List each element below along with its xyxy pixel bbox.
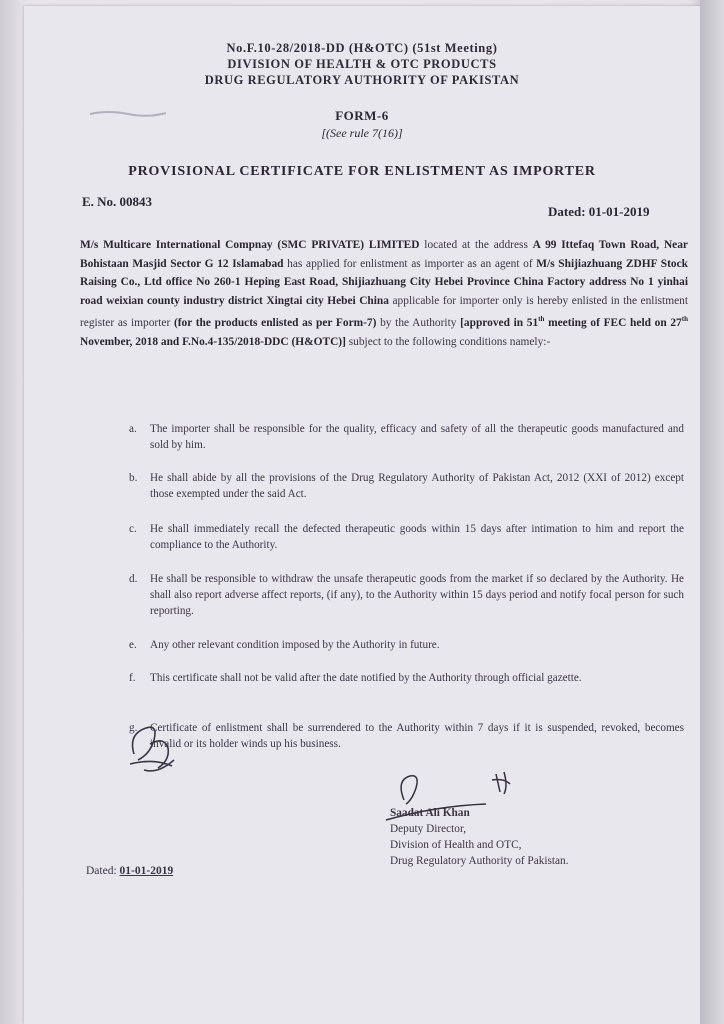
condition-item: a. The importer shall be responsible for the quality, efficacy and safety of all the therapeutic goods manufactured and sold by him. <box>129 423 684 451</box>
reference-number: No.F.10-28/2018-DD (H&OTC) (51st Meeting) <box>226 41 498 55</box>
signatory-authority: Drug Regulatory Authority of Pakistan. <box>390 855 569 867</box>
approval-ref-1: [approved in 51th meeting of FEC held on 27th November, 2018 and F.No.4-135/2018-DDC (H&OTC)] <box>80 315 688 348</box>
company-address: A 99 Ittefaq Town Road, Near Bohistaan Masjid Sector G 12 Islamabad <box>80 239 688 270</box>
enlistment-paragraph <box>80 236 688 351</box>
body-text-1: located at the address <box>419 239 533 251</box>
body-text-5: subject to the following conditions namely:- <box>345 335 551 348</box>
products-note: (for the products enlisted as per Form-7) <box>173 317 377 330</box>
form-number: FORM-6 <box>335 108 389 123</box>
footer-date: Dated: 01-01-2019 <box>86 865 174 877</box>
page-edge <box>700 0 724 1024</box>
condition-item: d. He shall be responsible to withdraw the unsafe therapeutic goods from the market if so declared by the Authority. He shall also report adverse affect reports, (if any), to the Authority within 15 days period and notify focal person for such reporting. <box>129 573 684 617</box>
condition-item: g. Certificate of enlistment shall be surrendered to the Authority within 7 days if it is suspended, revoked, becomes invalid or its holder winds up his business. <box>129 722 684 750</box>
body-text-3: applicable for importer only is hereby enlisted in the enlistment register as importer <box>80 294 689 330</box>
signatory-name: Saadat Ali Khan <box>390 807 470 819</box>
body-text-2: has applied for enlistment as importer as an agent of <box>283 257 537 270</box>
condition-item: c. He shall immediately recall the defected therapeutic goods within 15 days after intimation to him and report the compliance to the Authority. <box>129 523 684 551</box>
division-name: DIVISION OF HEALTH & OTC PRODUCTS <box>227 57 497 71</box>
signatory-designation: Deputy Director, <box>390 823 467 835</box>
signatory-division: Division of Health and OTC, <box>390 839 522 851</box>
company-name: M/s Multicare International Compnay (SMC PRIVATE) LIMITED <box>80 239 420 251</box>
body-text-4: by the Authority <box>376 317 461 330</box>
rule-reference: [(See rule 7(16)] <box>321 126 403 140</box>
condition-item: b. He shall abide by all the provisions of the Drug Regulatory Authority of Pakistan Act, 2012 (XXI of 2012) except those exempted under the said Act. <box>129 472 684 500</box>
principal-details: M/s Shijiazhuang ZDHF Stock Raising Co., Ltd office No 260-1 Heping East Road, Shijiazhuang City Hebei Province China Factory address No 1 yinhai road weixian county industry district Xingtai city Hebei China <box>80 257 688 307</box>
condition-item: f. This certificate shall not be valid after the date notified by the Authority through official gazette. <box>129 672 582 684</box>
initials-signature <box>124 714 194 776</box>
condition-item: e. Any other relevant condition imposed by the Authority in future. <box>129 639 440 651</box>
file-number: E. No. 00843 <box>82 194 153 209</box>
authority-name: DRUG REGULATORY AUTHORITY OF PAKISTAN <box>204 73 520 87</box>
issue-date: Dated: 01-01-2019 <box>548 204 650 219</box>
certificate-title: PROVISIONAL CERTIFICATE FOR ENLISTMENT AS IMPORTER <box>128 164 596 179</box>
footer-date-value: 01-01-2019 <box>119 865 174 877</box>
